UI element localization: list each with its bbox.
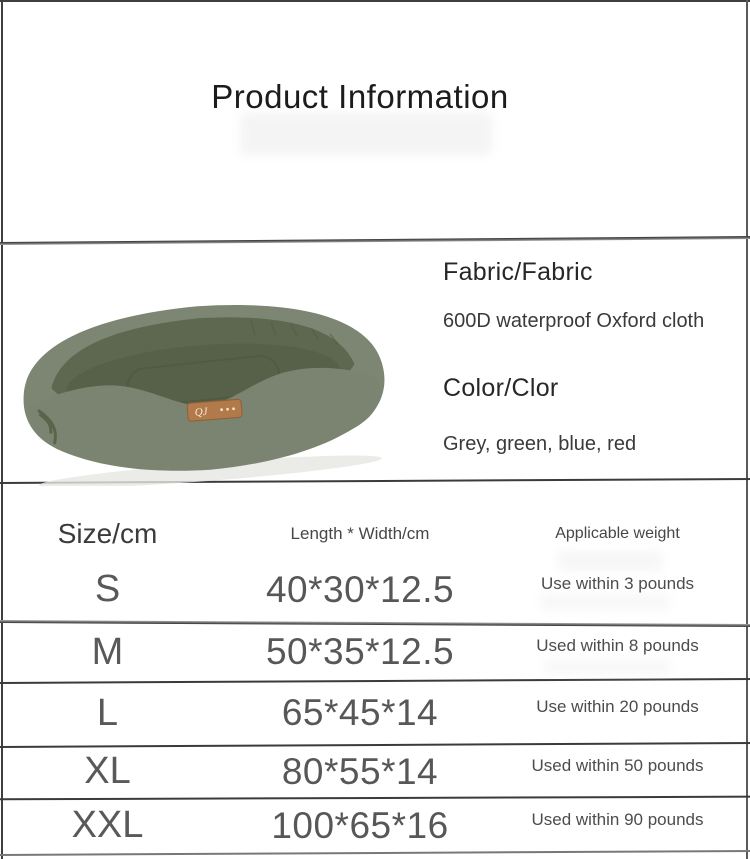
weight-value: Use within 20 pounds bbox=[536, 697, 699, 716]
color-value: Grey, green, blue, red bbox=[443, 433, 637, 455]
weight-value: Used within 8 pounds bbox=[536, 636, 699, 655]
brand-tag bbox=[187, 399, 242, 421]
fabric-value: 600D waterproof Oxford cloth bbox=[443, 310, 705, 332]
brand-tag-text: QJ bbox=[194, 405, 209, 419]
size-value: L bbox=[96, 691, 119, 734]
table-row-s bbox=[0, 558, 750, 621]
table-row-m bbox=[0, 624, 750, 680]
size-value: XXL bbox=[71, 804, 144, 846]
weight-value: Used within 90 pounds bbox=[531, 809, 704, 829]
size-value: S bbox=[94, 568, 121, 610]
whiteout-smudge bbox=[240, 113, 492, 155]
header-dimensions: Length * Width/cm bbox=[290, 524, 430, 543]
header-weight: Applicable weight bbox=[555, 525, 680, 542]
page-title: Product Information bbox=[211, 78, 509, 115]
table-row-xl bbox=[0, 746, 750, 797]
weight-value: Use within 3 pounds bbox=[540, 573, 695, 593]
dims-value: 50*35*12.5 bbox=[265, 631, 455, 672]
header-size: Size/cm bbox=[57, 518, 158, 549]
color-label: Color/Clor bbox=[443, 374, 559, 402]
dims-value: 40*30*12.5 bbox=[265, 568, 455, 610]
weight-value: Used within 50 pounds bbox=[531, 755, 704, 775]
size-value: M bbox=[91, 630, 124, 673]
table-row-xxl bbox=[0, 799, 750, 852]
pet-bed-photo bbox=[8, 280, 400, 486]
divider-title-section bbox=[0, 236, 750, 245]
dims-value: 80*55*14 bbox=[281, 750, 439, 792]
dims-value: 100*65*16 bbox=[271, 804, 449, 846]
dims-value: 65*45*14 bbox=[281, 692, 439, 733]
size-value: XL bbox=[84, 750, 131, 792]
table-row-l bbox=[0, 684, 750, 742]
frame-border-top bbox=[0, 0, 750, 2]
fabric-label: Fabric/Fabric bbox=[443, 258, 593, 286]
